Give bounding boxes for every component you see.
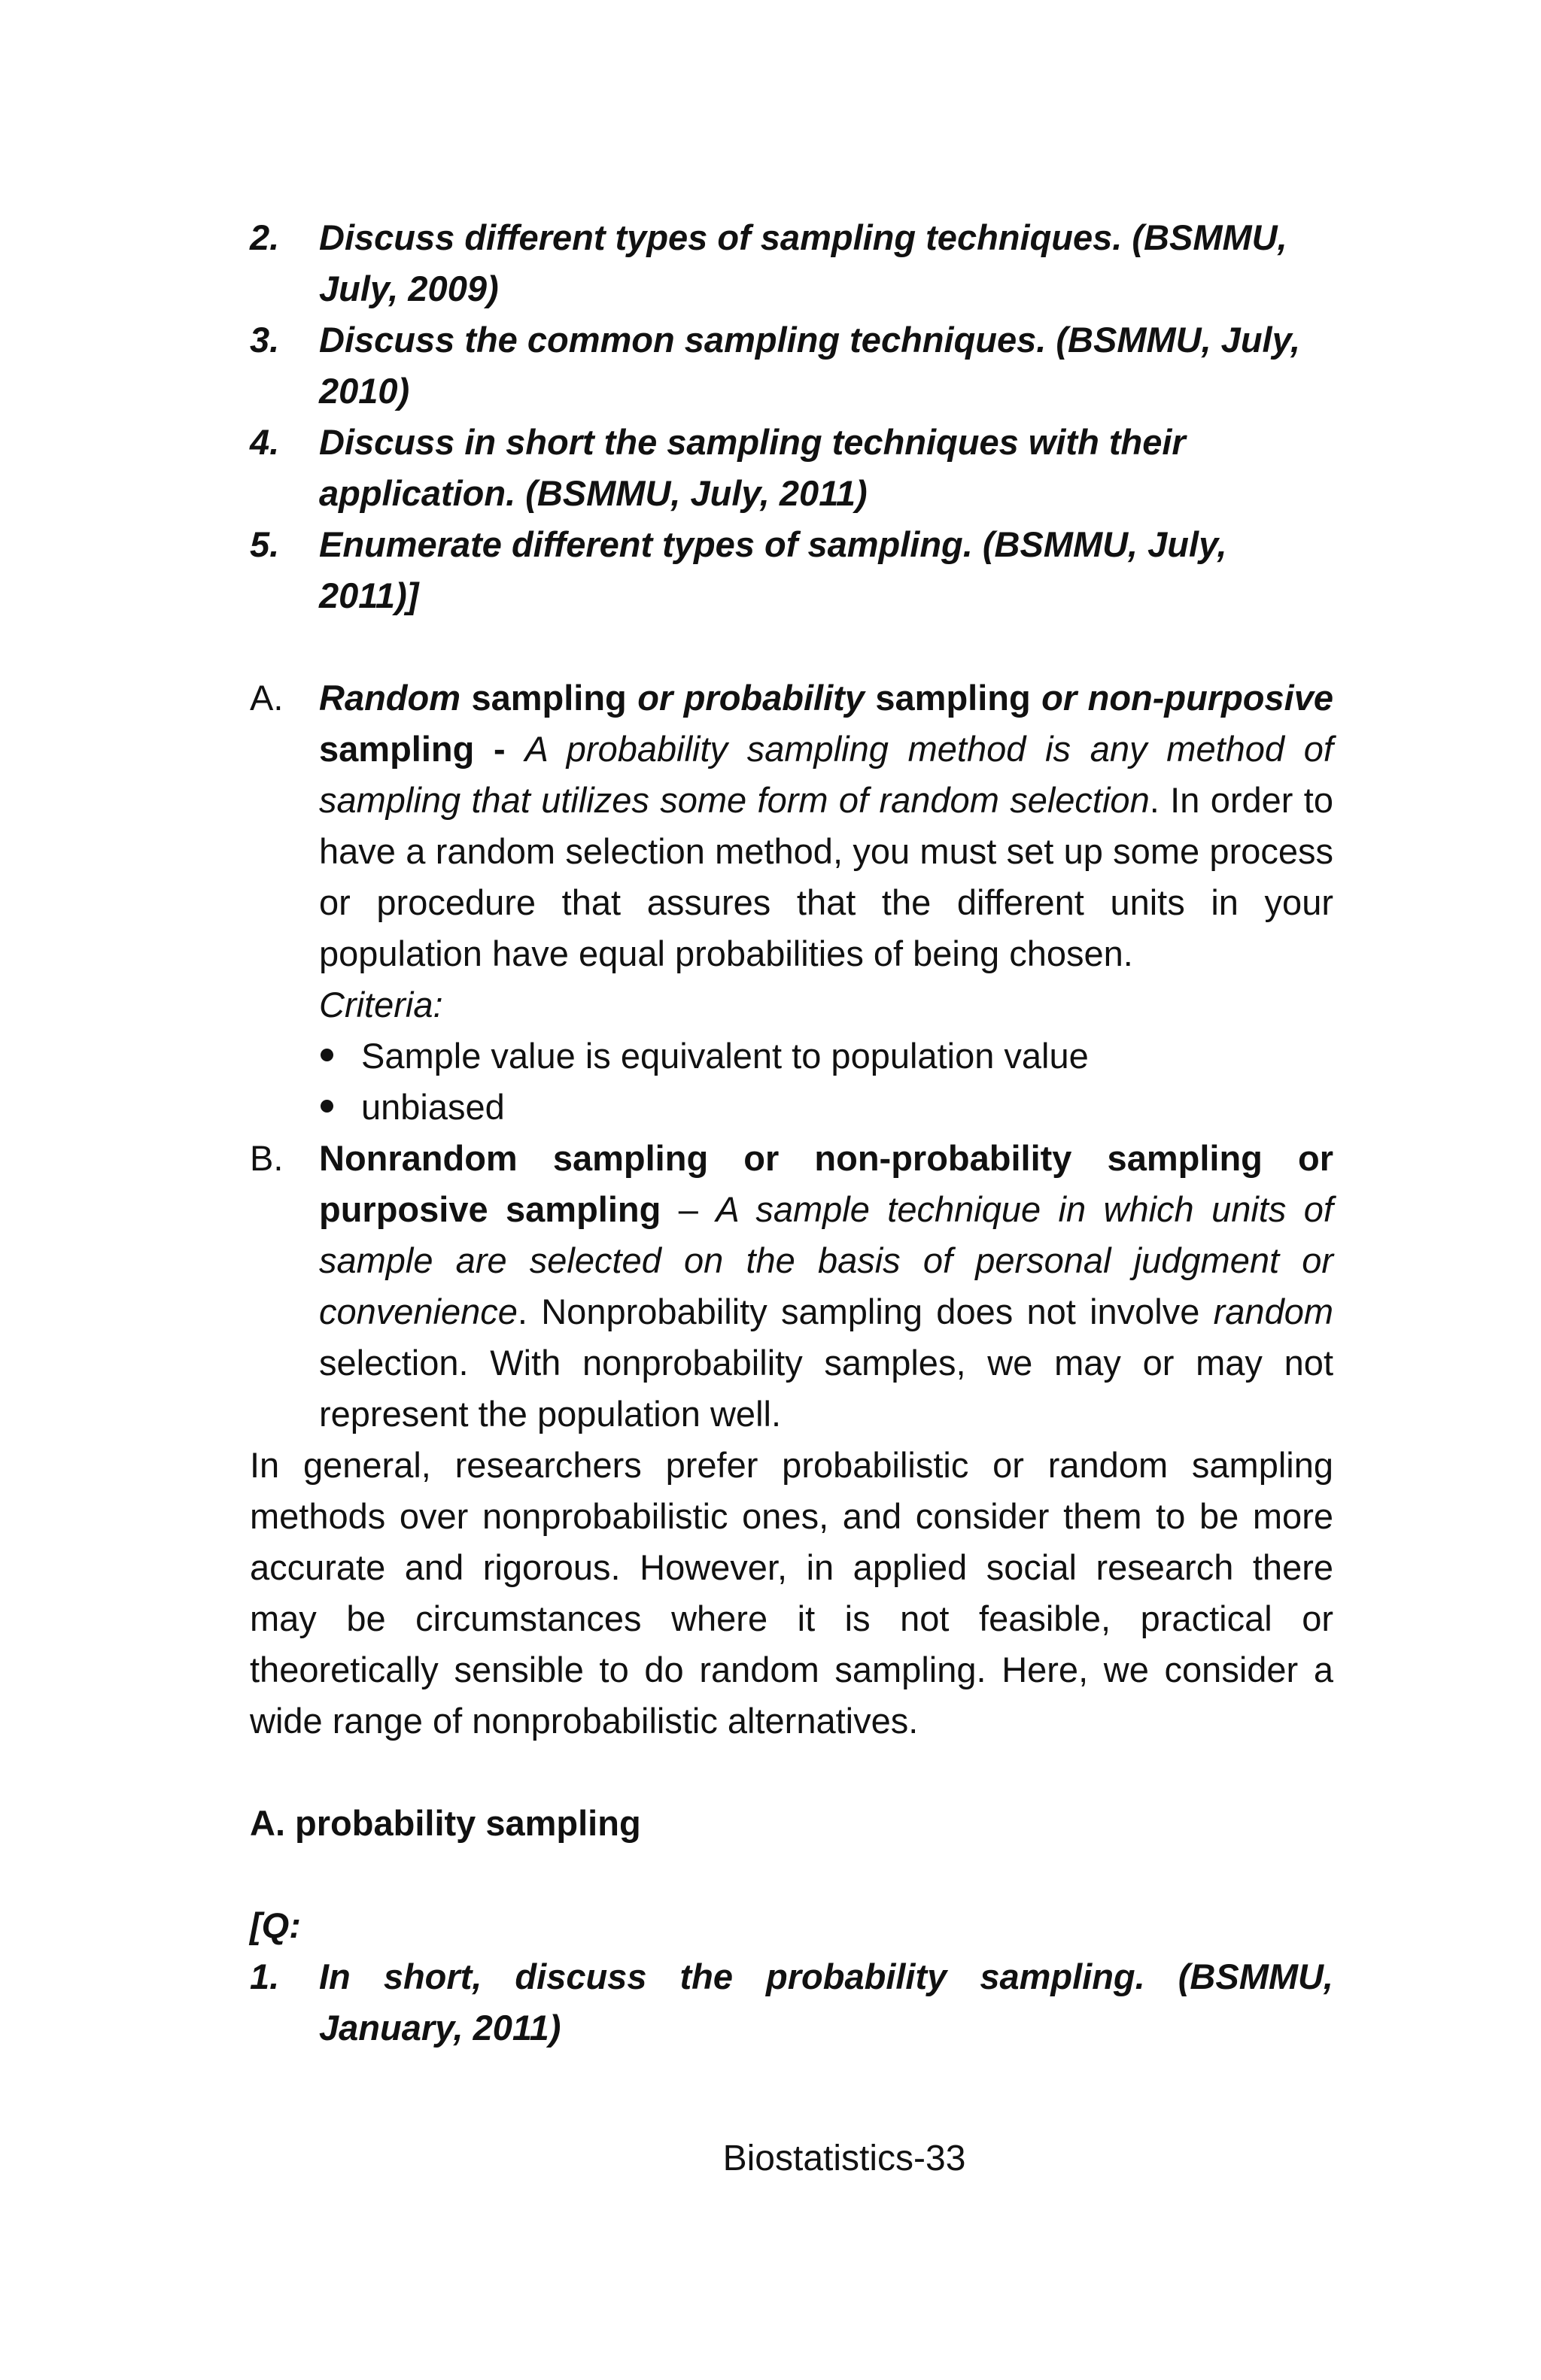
question-list-top (250, 212, 1333, 621)
term-probability: or probability (637, 678, 865, 718)
question-number: 1. (250, 1957, 280, 1996)
question-text: Discuss different types of sampling techniques. (BSMMU, July, 2009) (319, 217, 1287, 308)
section-title: Nonrandom sampling or non-probability sampling or purposive sampling (319, 1138, 1333, 1229)
question-item (250, 417, 1333, 519)
term-text: sampling - (319, 729, 525, 769)
spacer (250, 1747, 1333, 1798)
criteria-item (250, 1082, 1333, 1133)
spacer (250, 621, 1333, 672)
question-text: In short, discuss the probability sampling. (BSMMU, January, 2011) (319, 1957, 1333, 2048)
criteria-text: Sample value is equivalent to population value (361, 1036, 1089, 1076)
bullet-icon (321, 1100, 333, 1113)
section-nonrandom-sampling (250, 1133, 1333, 1440)
question-list-bottom (250, 1951, 1333, 2054)
term-text: sampling (460, 678, 638, 718)
question-number: 4. (250, 422, 280, 462)
definition-text: A probability sampling method is any method of sampling that utilizes some form of random selection (319, 729, 1333, 820)
section-letter: B. (250, 1138, 284, 1178)
question-item (250, 519, 1333, 621)
definition-text: A sample technique in which units of sample are selected on the basis of personal judgment or convenience (319, 1189, 1333, 1331)
question-number: 2. (250, 217, 280, 257)
page-content (250, 212, 1333, 2054)
question-text: Enumerate different types of sampling. (BSMMU, July, 2011)] (319, 524, 1227, 615)
question-item (250, 314, 1333, 417)
question-number: 3. (250, 320, 280, 360)
spacer (250, 1849, 1333, 1900)
question-number: 5. (250, 524, 280, 564)
section-random-sampling (250, 672, 1333, 979)
criteria-item (250, 1031, 1333, 1082)
question-open-bracket: [Q: (250, 1905, 301, 1945)
bullet-icon (321, 1049, 333, 1061)
body-text: . In order to have a random selection method, you must set up some process or procedure that assures that the different units in your population have equal probabilities of being chosen. (319, 780, 1333, 973)
body-text: selection. With nonprobability samples, we may or may not represent the population well. (319, 1343, 1333, 1434)
emphasis-random: random (1213, 1292, 1333, 1331)
general-paragraph: In general, researchers prefer probabilistic or random sampling methods over nonprobabilistic ones, and consider them to be more accurate and rigorous. However, in applied social research there may be circumstances where it is not feasible, practical or theoretically sensible to do random sampling. Here, we consider a wide range of nonprobabilistic alternatives. (250, 1445, 1333, 1741)
page-footer: Biostatistics-33 (722, 2139, 966, 2178)
term-random: Random (319, 678, 460, 718)
section-heading: A. probability sampling (250, 1803, 641, 1843)
term-non-purposive: or non-purposive (1041, 678, 1333, 718)
term-text: sampling (864, 678, 1042, 718)
body-text: . Nonprobability sampling does not involve (517, 1292, 1214, 1331)
question-text: Discuss the common sampling techniques. (BSMMU, July, 2010) (319, 320, 1301, 411)
question-text: Discuss in short the sampling techniques with their application. (BSMMU, July, 2011) (319, 422, 1186, 513)
question-item (250, 212, 1333, 314)
section-letter: A. (250, 678, 284, 718)
dash-text: – (661, 1189, 716, 1229)
criteria-list (250, 1031, 1333, 1133)
criteria-label: Criteria: (319, 985, 443, 1025)
criteria-text: unbiased (361, 1087, 505, 1127)
question-item (250, 1951, 1333, 2054)
